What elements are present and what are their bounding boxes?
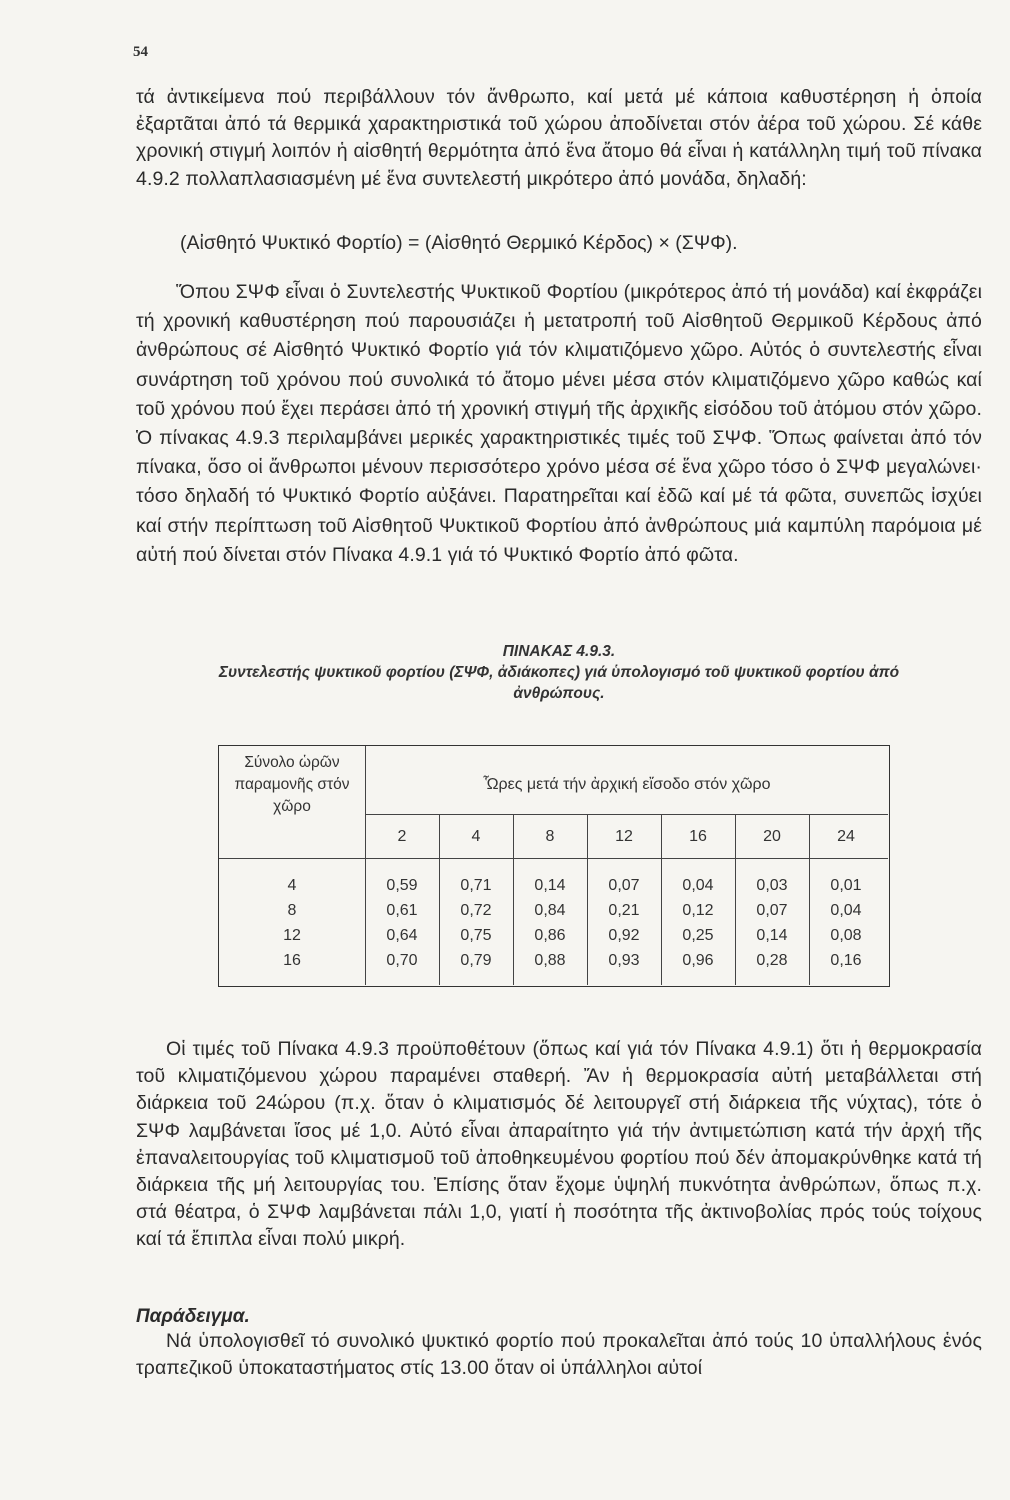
row-total-hours: 16 [283,952,301,969]
row-total-hours: 8 [287,902,297,919]
table-cell: 0,03 [756,877,788,894]
hour-header: 8 [545,828,555,845]
table-cell: 0,88 [534,952,566,969]
table-title: ΠΙΝΑΚΑΣ 4.9.3. [502,643,616,660]
paragraph-2: Ὅπου ΣΨΦ εἶναι ὁ Συντελεστής Ψυκτικοῦ Φορτίου (μικρότερος ἀπό τή μονάδα) καί ἐκφράζει τή χρονική καθυστέρηση πού παρουσιάζει ἡ μετατροπή τοῦ Αἰσθητοῦ Θερμικοῦ Κέρδους ἀπό ἀνθρώπους σέ Αἰσθητό Ψυκτικό Φορτίο γιά τόν κλιματιζόμενο χῶρο. Αὐτός ὁ συντελεστής εἶναι συνάρτηση τοῦ χρόνου πού συνολικά τό ἄτομο μένει μέσα στόν κλιματιζόμενο χῶρο καθώς καί τοῦ χρόνου πού ἔχει περάσει ἀπό τή χρονική στιγμή τῆς ἀρχικῆς εἰσόδου τοῦ ἀτόμου στόν χῶρο. Ὁ πίνακας 4.9.3 περιλαμβάνει μερικές χαρακτηριστικές τιμές τοῦ ΣΨΦ. Ὅπως φαίνεται ἀπό τόν πίνακα, ὅσο οἱ ἄνθρωποι μένουν περισσότερο χρόνο μέσα σέ ἕνα χῶρο τόσο ὁ ΣΨΦ μεγαλώνει· τόσο δηλαδή τό Ψυκτικό Φορτίο αὐξάνει. Παρατηρεῖται καί ἐδῶ καί μέ τά φῶτα, συνεπῶς ἰσχύει καί στήν περίπτωση τοῦ Αἰσθητοῦ Ψυκτικοῦ Φορτίου ἀπό ἀνθρώπους μιά καμπύλη παρόμοια μέ αὐτή πού δίνεται στόν Πίνακα 4.9.1 γιά τό Ψυκτικό Φορτίο ἀπό φῶτα. [136,281,982,566]
table-cell: 0,61 [386,902,418,919]
table-cell: 0,04 [682,877,714,894]
table-cell: 0,16 [830,952,862,969]
table-cell: 0,14 [534,877,566,894]
table-cell: 0,70 [386,952,418,969]
table-cell: 0,75 [460,927,492,944]
table-description: Συντελεστής ψυκτικοῦ φορτίου (ΣΨΦ, ἀδιάκοπες) γιά ὑπολογισμό τοῦ ψυκτικοῦ φορτίου ἀπό ἀνθρώπους. [218,664,900,702]
table-cell: 0,07 [756,902,788,919]
table-cell: 0,64 [386,927,418,944]
table-cell: 0,12 [682,902,714,919]
row-total-hours: 4 [287,877,297,894]
formula: (Αἰσθητό Ψυκτικό Φορτίο) = (Αἰσθητό Θερμικό Κέρδος) × (ΣΨΦ). [180,232,738,254]
table-cell: 0,71 [460,877,492,894]
table-cell: 0,28 [756,952,788,969]
hour-header: 4 [471,828,481,845]
table-cell: 0,14 [756,927,788,944]
coefficient-table [218,745,890,987]
hour-header: 16 [689,828,707,845]
paragraph-3: Οἱ τιμές τοῦ Πίνακα 4.9.3 προϋποθέτουν (ὅπως καί γιά τόν Πίνακα 4.9.1) ὅτι ἡ θερμοκρασία τοῦ κλιματιζόμενου χώρου παραμένει σταθερή. Ἄν ἡ θερμοκρασία αὐτή μεταβάλλεται στή διάρκεια τοῦ 24ώρου (π.χ. ὅταν ὁ κλιματισμός δέ λειτουργεῖ στή διάρκεια τῆς νύχτας), τότε ὁ ΣΨΦ λαμβάνεται ἴσος μέ 1,0. Αὐτό εἶναι ἀπαραίτητο γιά τήν ἀντιμετώπιση κατά τήν ἀρχή τῆς ἐπαναλειτουργίας τοῦ κλιματισμοῦ τοῦ ἀποθηκευμένου φορτίου πού δέν ἀπομακρύνθηκε κατά τή διάρκεια τῆς μή λειτουργίας του. Ἐπίσης ὅταν ἔχομε ὑψηλή πυκνότητα ἀνθρώπων, ὅπως π.χ. στά θέατρα, ὁ ΣΨΦ λαμβάνεται πάλι 1,0, γιατί ἡ ποσότητα τῆς ἀκτινοβολίας πρός τούς τοίχους καί τά ἔπιπλα εἶναι πολύ μικρή. [136,1038,982,1251]
hour-header: 2 [397,828,407,845]
table-cell: 0,93 [608,952,640,969]
table-cell: 0,86 [534,927,566,944]
table-cell: 0,07 [608,877,640,894]
table-cell: 0,01 [830,877,862,894]
paragraph-1: τά ἀντικείμενα πού περιβάλλουν τόν ἄνθρωπο, καί μετά μέ κάποια καθυστέρηση ἡ ὁποία ἐξαρτᾶται ἀπό τά θερμικά χαρακτηριστικά τοῦ χώρου ἀποδίνεται στόν ἀέρα τοῦ χώρου. Σέ κάθε χρονική στιγμή λοιπόν ἡ αἰσθητή θερμότητα ἀπό ἕνα ἄτομο θά εἶναι ἡ κατάλληλη τιμή τοῦ πίνακα 4.9.2 πολλαπλασιασμένη μέ ἕνα συντελεστή μικρότερο ἀπό μονάδα, δηλαδή: [136,86,982,190]
table-cell: 0,72 [460,902,492,919]
table-cell: 0,04 [830,902,862,919]
row-total-hours: 12 [283,927,301,944]
page-number: 54 [133,44,148,60]
table-cell: 0,21 [608,902,640,919]
hour-header: 20 [763,828,781,845]
paragraph-4: Νά ὑπολογισθεῖ τό συνολικό ψυκτικό φορτίο πού προκαλεῖται ἀπό τούς 10 ὑπαλλήλους ἑνός τραπεζικοῦ ὑποκαταστήματος στίς 13.00 ὅταν οἱ ὑπάλληλοι αὐτοί [136,1330,982,1380]
table-cell: 0,25 [682,927,714,944]
table-cell: 0,92 [608,927,640,944]
hour-header: 24 [837,828,855,845]
example-heading: Παράδειγμα. [136,1306,250,1327]
table-cell: 0,59 [386,877,418,894]
table-cell: 0,84 [534,902,566,919]
hour-header: 12 [615,828,633,845]
table-cell: 0,79 [460,952,492,969]
table-cell: 0,08 [830,927,862,944]
column-header: Ὧρες μετά τήν ἀρχική εἴσοδο στόν χῶρο [483,776,771,793]
table-divider-horizontal [219,858,888,859]
table-cell: 0,96 [682,952,714,969]
row-header: Σύνολο ὡρῶν παραμονῆς στόν χῶρο [234,754,350,815]
